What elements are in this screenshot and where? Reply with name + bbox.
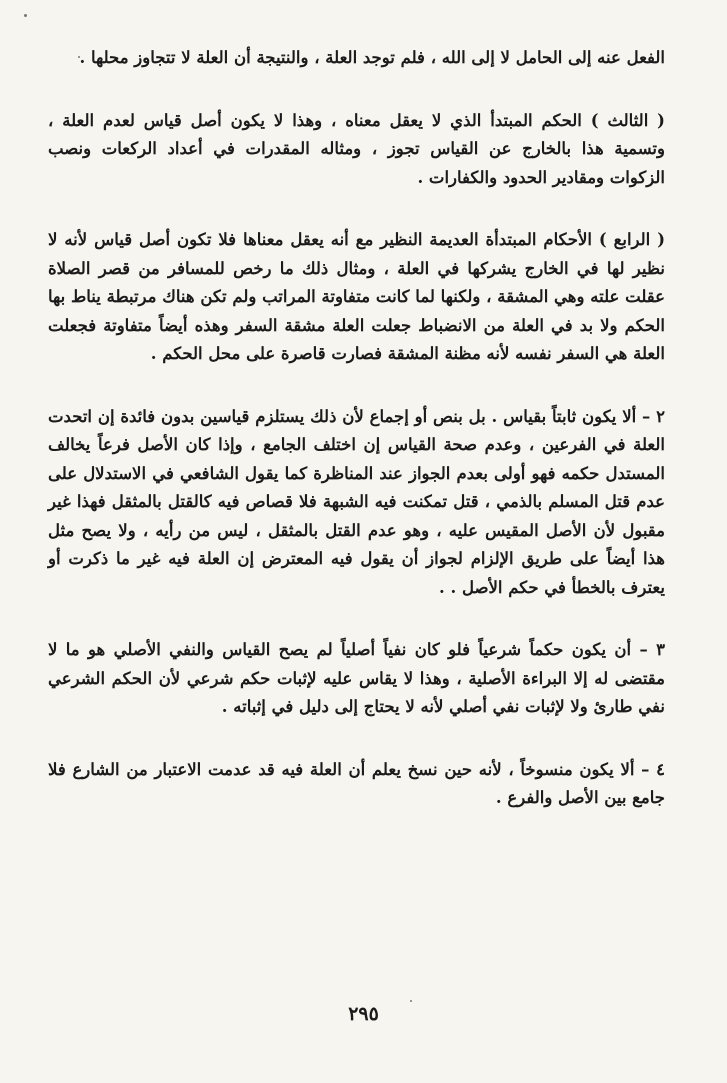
paragraph-1: الفعل عنه إلى الحامل لا إلى الله ، فلم توجد العلة ، والنتيجة أن العلة لا تتجاوز محلها .	[79, 48, 665, 67]
paragraph-3: ( الرابع ) الأحكام المبتدأة العديمة النظير مع أنه يعقل معناها فلا تكون أصل قياس لأنه لا نظير لها في الخارج يشركها في العلة ، ومثال ذلك ما رخص للمسافر من قصر الصلاة عقلت علته وهي المشقة ، ولكنها لما كانت متفاوتة المراتب ولم تكن هناك مرتبطة يناط بها الحكم ولا بد في العلة من الانضباط جعلت العلة مشقة السفر وهذه أيضاً متفاوتة فجعلت العلة هي السفر نفسه لأنه مظنة المشقة فصارت قاصرة على محل الحكم .	[48, 230, 665, 363]
paragraph-5: ٣ – أن يكون حكماً شرعياً فلو كان نفياً أصلياً لم يصح القياس والنفي الأصلي هو ما لا مقتضى له إلا البراءة الأصلية ، وهذا لا يقاس عليه لإثبات حكم شرعي لأن الحكم الشرعي نفي طارئ ولا لإثبات نفي أصلي لأنه لا يحتاج إلى دليل في إثباته .	[48, 640, 665, 716]
paragraph-6: ٤ – ألا يكون منسوخاً ، لأنه حين نسخ يعلم أن العلة فيه قد عدمت الاعتبار من الشارع فلا جامع بين الأصل والفرع .	[48, 759, 665, 807]
paragraph-4: ٢ – ألا يكون ثابتاً بقياس . بل بنص أو إجماع لأن ذلك يستلزم قياسين بدون فائدة إن اتحدت العلة في الفرعين ، وعدم صحة القياس إن اختلف الجامع ، وإذا كان الأصل فرعاً يخالف المستدل حكمه فهو أولى بعدم الجواز عند المناظرة كما يقول الشافعي في الاستدلال على عدم قتل المسلم بالذمي ، قتل تمكنت فيه الشبهة فلا قصاص فيه كالقتل بالمثقل فهذا غير مقبول لأن الأصل المقيس عليه ، وهو عدم القتل بالمثقل ، ليس من رأيه ، ولا يصح مثل هذا أيضاً على طريق الإلزام لجواز أن يقول فيه المعترض إن العلة فيه غير ما ذكرت أو يعترف بالخطأ في حكم الأصل . .	[48, 406, 665, 597]
page-number: ٢٩٥	[348, 1003, 379, 1025]
document-page	[48, 44, 665, 1053]
paragraph-2: ( الثالث ) الحكم المبتدأ الذي لا يعقل معناه ، وهذا لا يكون أصل قياس لعدم العلة ، وتسمية هذا بالخارج عن القياس تجوز ، ومثاله المقدرات في أعداد الركعات ونصب الزكوات ومقادير الحدود والكفارات .	[48, 110, 665, 187]
